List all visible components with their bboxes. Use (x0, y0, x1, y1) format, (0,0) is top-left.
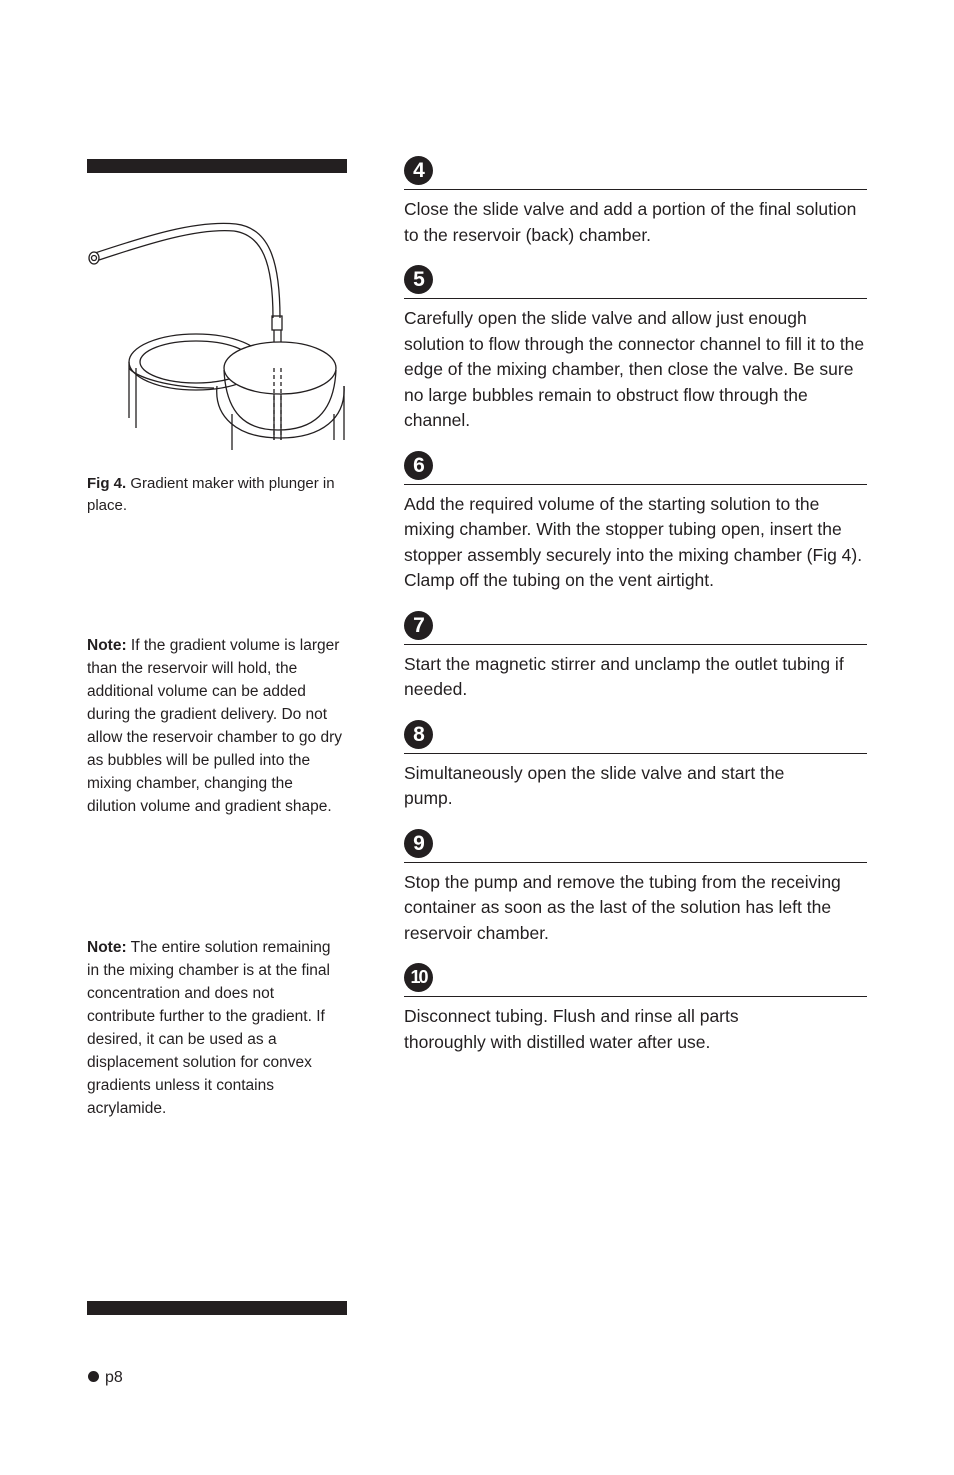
top-rule-bar (87, 159, 347, 173)
page-number: p8 (105, 1369, 123, 1386)
page-footer (88, 1367, 123, 1389)
step-text: Stop the pump and remove the tubing from the receiving container as soon as the last of the solution has left the reservoir chamber. (404, 871, 841, 943)
step-number-badge: 10 (404, 963, 433, 992)
step-text: Start the magnetic stirrer and unclamp the outlet tubing if needed. (404, 653, 844, 699)
step-header (404, 717, 867, 754)
step-header (404, 826, 867, 863)
note-2-text: The entire solution remaining in the mixing chamber is at the final concentration and does not contribute further to the gradient. If desired, it can be used as a displacement solution for convex gradients unless it contains acrylamide. (87, 939, 331, 1117)
step-10 (404, 960, 867, 1055)
note-2-label: Note: (87, 939, 127, 956)
step-6 (404, 448, 867, 594)
bottom-rule-bar (87, 1301, 347, 1315)
step-8 (404, 717, 867, 812)
step-text: Disconnect tubing. Flush and rinse all parts thoroughly with distilled water after use. (404, 1006, 739, 1052)
figure-caption-text: Gradient maker with plunger in place. (87, 475, 335, 514)
step-7 (404, 608, 867, 703)
figure-caption-label: Fig 4. (87, 475, 127, 492)
step-number-badge: 5 (404, 265, 433, 294)
bullet-icon (88, 1371, 99, 1382)
step-text: Close the slide valve and add a portion of the final solution to the reservoir (back) chamber. (404, 199, 857, 245)
step-header (404, 262, 867, 299)
step-5 (404, 262, 867, 434)
step-header (404, 448, 867, 485)
note-2 (87, 936, 342, 1120)
step-header (404, 153, 867, 190)
step-text: Add the required volume of the starting solution to the mixing chamber. With the stopper tubing open, insert the stopper assembly securely into the mixing chamber (Fig 4). Clamp off the tubing on the vent airtight. (404, 493, 863, 590)
note-1 (87, 634, 342, 818)
gradient-maker-figure (86, 218, 348, 450)
step-number-badge: 7 (404, 611, 433, 640)
step-header (404, 960, 867, 997)
step-list (404, 153, 867, 1069)
step-number-badge: 9 (404, 829, 433, 858)
figure-caption (87, 473, 342, 517)
note-1-label: Note: (87, 637, 127, 654)
step-9 (404, 826, 867, 947)
step-4 (404, 153, 867, 248)
step-text: Simultaneously open the slide valve and start the pump. (404, 762, 785, 808)
step-number-badge: 4 (404, 156, 433, 185)
step-header (404, 608, 867, 645)
step-number-badge: 6 (404, 451, 433, 480)
step-number-badge: 8 (404, 720, 433, 749)
step-text: Carefully open the slide valve and allow just enough solution to flow through the connector channel to fill it to the edge of the mixing chamber, then close the valve. Be sure no large bubbles remain to obstruct flow through the channel. (404, 308, 865, 430)
note-1-text: If the gradient volume is larger than the reservoir will hold, the additional volume can be added during the gradient delivery. Do not allow the reservoir chamber to go dry as bubbles will be pulled into the mixing chamber, changing the dilution volume and gradient shape. (87, 637, 343, 815)
